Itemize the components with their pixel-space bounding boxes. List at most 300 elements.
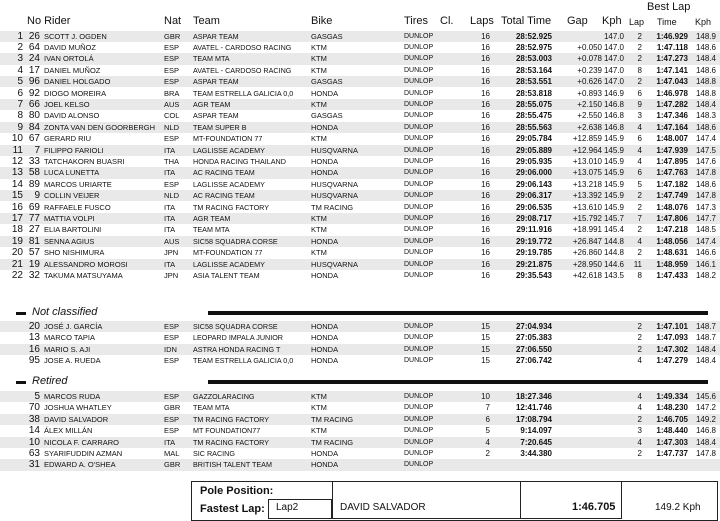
- cell-rider: JOEL KELSO: [44, 99, 90, 109]
- cell-bike: HONDA: [311, 236, 339, 246]
- table-row: [0, 213, 720, 224]
- cell-nat: ESP: [164, 134, 180, 144]
- cell-laps: 16: [481, 168, 490, 178]
- cell-bkph: 148.6: [695, 65, 716, 75]
- cell-btime: 1:47.164: [656, 122, 688, 132]
- cell-laps: 16: [481, 122, 490, 132]
- cell-btime: 1:47.806: [656, 213, 688, 223]
- header-nat: Nat: [164, 15, 182, 27]
- cell-time: 17:08.794: [515, 414, 552, 424]
- cell-bkph: 146.6: [695, 248, 716, 258]
- cell-laps: 10: [481, 392, 490, 401]
- cell-laps: 16: [481, 213, 490, 223]
- fastest-lap-time-box: [520, 481, 622, 519]
- cell-nat: ITA: [164, 437, 176, 447]
- retired-section: [8, 375, 718, 388]
- cell-laps: 16: [481, 31, 490, 41]
- cell-kph: 145.4: [603, 225, 624, 235]
- cell-time: 29:05.935: [515, 156, 552, 166]
- cell-tires: DUNLOP: [404, 415, 434, 423]
- cell-laps: 16: [481, 54, 490, 64]
- table-row: [0, 270, 720, 281]
- cell-bike: KTM: [311, 54, 327, 64]
- cell-team: TEAM SUPER B: [193, 122, 247, 132]
- cell-rider: ZONTA VAN DEN GOORBERGH: [44, 122, 155, 132]
- cell-btime: 1:47.279: [656, 356, 688, 366]
- cell-time: 29:05.889: [515, 145, 552, 155]
- cell-tires: DUNLOP: [404, 404, 434, 412]
- table-row: [0, 167, 720, 178]
- cell-nat: ITA: [164, 225, 176, 235]
- cell-rider: SHO NISHIMURA: [44, 248, 105, 258]
- cell-laps: 4: [485, 437, 490, 447]
- cell-bike: KTM: [311, 42, 327, 52]
- cell-pos: 15: [11, 190, 23, 202]
- cell-team: AC RACING TEAM: [193, 191, 255, 201]
- cell-nat: ITA: [164, 145, 176, 155]
- cell-blap: 2: [637, 202, 642, 212]
- cell-btime: 1:46.705: [656, 414, 688, 424]
- cell-bike: HONDA: [311, 88, 339, 98]
- cell-no: 95: [28, 355, 40, 367]
- cell-tires: DUNLOP: [404, 100, 434, 108]
- cell-tires: DUNLOP: [404, 323, 434, 330]
- cell-rider: ELIA BARTOLINI: [44, 225, 102, 235]
- cell-bike: HONDA: [311, 356, 339, 366]
- cell-bike: HONDA: [311, 156, 339, 166]
- table-row: [0, 448, 720, 459]
- cell-tires: DUNLOP: [404, 89, 434, 97]
- cell-tires: DUNLOP: [404, 226, 434, 234]
- cell-laps: 16: [481, 88, 490, 98]
- cell-laps: 16: [481, 111, 490, 121]
- cell-no: 80: [28, 110, 40, 122]
- cell-rider: ÁLEX MILLÁN: [44, 426, 93, 436]
- cell-laps: 16: [481, 270, 490, 280]
- cell-btime: 1:48.440: [656, 426, 688, 436]
- cell-blap: 2: [637, 225, 642, 235]
- cell-btime: 1:47.282: [656, 99, 688, 109]
- cell-team: ASIA TALENT TEAM: [193, 270, 260, 280]
- cell-time: 29:19.772: [515, 236, 552, 246]
- cell-tires: DUNLOP: [404, 334, 434, 342]
- cell-blap: 6: [637, 134, 642, 144]
- fastest-lap-speed: 149.2 Kph: [655, 502, 701, 513]
- cell-team: MT-FOUNDATION 77: [193, 134, 263, 144]
- cell-laps: 15: [481, 344, 490, 354]
- cell-blap: 8: [637, 65, 642, 75]
- cell-bike: TM RACING: [311, 414, 354, 424]
- table-row: [0, 224, 720, 235]
- cell-team: SIC58 SQUADRA CORSE: [193, 236, 278, 246]
- table-row: [0, 76, 720, 87]
- cell-team: AGR TEAM: [193, 99, 231, 109]
- cell-bkph: 148.6: [695, 122, 716, 132]
- cell-blap: 4: [637, 437, 642, 447]
- cell-nat: JPN: [164, 270, 179, 280]
- cell-bkph: 147.3: [695, 202, 716, 212]
- cell-blap: 2: [637, 344, 642, 354]
- cell-rider: DANIEL MUÑOZ: [44, 65, 101, 75]
- table-row: [0, 344, 720, 355]
- pole-position-label: Pole Position:: [200, 485, 274, 497]
- cell-bike: KTM: [311, 213, 327, 223]
- cell-rider: DAVID ALONSO: [44, 111, 100, 121]
- cell-bike: TM RACING: [311, 437, 354, 447]
- cell-team: AVATEL - CARDOSO RACING: [193, 42, 292, 52]
- cell-kph: 145.9: [603, 134, 624, 144]
- table-row: [0, 133, 720, 144]
- cell-pos: 5: [17, 76, 23, 88]
- cell-team: TM RACING FACTORY: [193, 414, 270, 424]
- cell-gap: +26.860: [572, 248, 602, 258]
- cell-laps: 5: [485, 426, 490, 436]
- cell-bkph: 146.8: [695, 426, 716, 436]
- cell-bike: KTM: [311, 65, 327, 75]
- cell-nat: GBR: [164, 31, 181, 41]
- cell-btime: 1:47.895: [656, 156, 688, 166]
- cell-pos: 1: [17, 30, 23, 42]
- cell-laps: 16: [481, 259, 490, 269]
- cell-nat: GBR: [164, 403, 181, 413]
- cell-bkph: 145.6: [695, 392, 716, 401]
- table-row: [0, 321, 720, 332]
- cell-no: 84: [28, 121, 40, 133]
- table-row: [0, 391, 720, 402]
- table-row: [0, 459, 720, 470]
- header-gap: Gap: [567, 15, 588, 27]
- cell-kph: 145.9: [603, 168, 624, 178]
- cell-tires: DUNLOP: [404, 78, 434, 86]
- cell-btime: 1:47.433: [656, 270, 688, 280]
- not-classified-section: [8, 306, 718, 319]
- cell-time: 29:21.875: [515, 259, 552, 269]
- cell-laps: 16: [481, 248, 490, 258]
- cell-bike: HUSQVARNA: [311, 259, 358, 269]
- cell-kph: 147.0: [603, 31, 624, 41]
- cell-tires: DUNLOP: [404, 345, 434, 353]
- cell-blap: 2: [637, 77, 642, 87]
- cell-bkph: 147.7: [695, 213, 716, 223]
- cell-bike: HUSQVARNA: [311, 145, 358, 155]
- cell-time: 28:52.925: [515, 31, 552, 41]
- cell-kph: 146.8: [603, 122, 624, 132]
- cell-nat: AUS: [164, 99, 180, 109]
- cell-gap: +13.610: [572, 202, 602, 212]
- cell-bike: HUSQVARNA: [311, 179, 358, 189]
- cell-pos: 18: [11, 224, 23, 236]
- table-row: [0, 332, 720, 343]
- table-row: [0, 31, 720, 42]
- cell-team: TEAM MTA: [193, 54, 230, 64]
- cell-team: TEAM MTA: [193, 225, 230, 235]
- cell-time: 29:19.785: [515, 248, 552, 258]
- table-row: [0, 42, 720, 53]
- cell-no: 67: [28, 133, 40, 145]
- cell-blap: 4: [637, 145, 642, 155]
- header-bike: Bike: [311, 15, 333, 27]
- header-best-lap-lap: Lap: [629, 17, 645, 27]
- cell-btime: 1:46.978: [656, 88, 688, 98]
- cell-blap: 11: [633, 259, 642, 269]
- cell-bike: KTM: [311, 225, 327, 235]
- cell-no: 77: [28, 212, 40, 224]
- cell-nat: ESP: [164, 356, 180, 366]
- cell-no: 27: [28, 224, 40, 236]
- cell-rider: MARCOS RUDA: [44, 392, 101, 401]
- cell-tires: DUNLOP: [404, 135, 434, 143]
- cell-rider: ALESSANDRO MOROSI: [44, 259, 128, 269]
- cell-bike: TM RACING: [311, 202, 354, 212]
- cell-nat: COL: [164, 111, 180, 121]
- cell-laps: 16: [481, 236, 490, 246]
- cell-btime: 1:47.737: [656, 449, 688, 458]
- table-row: [0, 156, 720, 167]
- cell-kph: 147.0: [603, 54, 624, 64]
- cell-gap: +13.075: [572, 168, 602, 178]
- header-best-lap-kph: Kph: [695, 17, 712, 27]
- cell-bike: KTM: [311, 248, 327, 258]
- cell-time: 18:27.346: [515, 392, 552, 401]
- cell-bkph: 148.5: [695, 225, 716, 235]
- cell-rider: SYARIFUDDIN AZMAN: [44, 449, 123, 458]
- cell-time: 27:04.934: [515, 322, 552, 331]
- cell-kph: 145.9: [603, 179, 624, 189]
- cell-kph: 144.8: [603, 236, 624, 246]
- cell-nat: ESP: [164, 179, 180, 189]
- table-row: [0, 53, 720, 64]
- cell-btime: 1:48.959: [656, 259, 688, 269]
- cell-tires: DUNLOP: [404, 32, 434, 40]
- cell-bike: GASGAS: [311, 31, 343, 41]
- cell-blap: 4: [637, 156, 642, 166]
- cell-no: 63: [28, 448, 40, 459]
- cell-laps: 15: [481, 322, 490, 331]
- cell-laps: 6: [485, 414, 490, 424]
- cell-bike: GASGAS: [311, 111, 343, 121]
- cell-team: BRITISH TALENT TEAM: [193, 460, 272, 470]
- cell-btime: 1:47.763: [656, 168, 688, 178]
- cell-blap: 2: [637, 449, 642, 458]
- cell-btime: 1:47.303: [656, 437, 688, 447]
- cell-pos: 4: [17, 64, 23, 76]
- cell-no: 57: [28, 247, 40, 259]
- cell-rider: TATCHAKORN BUASRI: [44, 156, 125, 166]
- cell-tires: DUNLOP: [404, 203, 434, 211]
- cell-laps: 16: [481, 134, 490, 144]
- cell-blap: 2: [637, 31, 642, 41]
- cell-pos: 7: [17, 98, 23, 110]
- table-row: [0, 88, 720, 99]
- cell-time: 27:05.383: [515, 333, 552, 343]
- cell-btime: 1:47.302: [656, 344, 688, 354]
- table-row: [0, 190, 720, 201]
- cell-time: 27:06.550: [515, 344, 552, 354]
- table-row: [0, 247, 720, 258]
- cell-bkph: 148.9: [695, 31, 716, 41]
- cell-nat: BRA: [164, 88, 180, 98]
- cell-blap: 4: [637, 236, 642, 246]
- cell-gap: +2.550: [577, 111, 602, 121]
- cell-laps: 16: [481, 156, 490, 166]
- cell-tires: DUNLOP: [404, 157, 434, 165]
- cell-bkph: 147.8: [695, 168, 716, 178]
- cell-btime: 1:48.007: [656, 134, 688, 144]
- cell-kph: 143.5: [603, 270, 624, 280]
- cell-bkph: 146.1: [695, 259, 716, 269]
- cell-blap: 2: [637, 414, 642, 424]
- cell-no: 9: [34, 190, 40, 202]
- table-row: [0, 99, 720, 110]
- cell-no: 33: [28, 155, 40, 167]
- cell-blap: 6: [637, 88, 642, 98]
- cell-time: 29:06.143: [515, 179, 552, 189]
- cell-btime: 1:47.101: [656, 322, 688, 331]
- fastest-lap-time: 1:46.705: [572, 501, 616, 513]
- cell-no: 81: [28, 235, 40, 247]
- cell-blap: 5: [637, 179, 642, 189]
- cell-kph: 147.0: [603, 77, 624, 87]
- cell-time: 28:55.075: [515, 99, 552, 109]
- cell-rider: DAVID MUÑOZ: [44, 42, 96, 52]
- cell-time: 29:06.000: [515, 168, 552, 178]
- cell-nat: MAL: [164, 449, 180, 458]
- cell-kph: 146.8: [603, 111, 624, 121]
- cell-blap: 3: [637, 426, 642, 436]
- cell-rider: DAVID SALVADOR: [44, 414, 109, 424]
- table-row: [0, 402, 720, 413]
- cell-nat: JPN: [164, 248, 179, 258]
- cell-bkph: 148.4: [695, 437, 716, 447]
- fastest-lap-number: Lap2: [276, 502, 299, 513]
- cell-blap: 9: [637, 99, 642, 109]
- cell-time: 29:08.717: [515, 213, 552, 223]
- cell-gap: +0.239: [577, 65, 602, 75]
- cell-laps: 16: [481, 225, 490, 235]
- cell-team: TEAM ESTRELLA GALICIA 0,0: [193, 356, 294, 366]
- cell-time: 29:35.543: [515, 270, 552, 280]
- cell-btime: 1:47.093: [656, 333, 688, 343]
- cell-pos: 6: [17, 87, 23, 99]
- cell-team: MT FOUNDATION77: [193, 426, 261, 436]
- cell-laps: 16: [481, 145, 490, 155]
- cell-rider: COLLIN VEIJER: [44, 191, 100, 201]
- cell-bkph: 147.5: [695, 145, 716, 155]
- cell-laps: 16: [481, 65, 490, 75]
- cell-kph: 145.9: [603, 202, 624, 212]
- cell-laps: 7: [485, 403, 490, 413]
- cell-no: 20: [28, 321, 40, 332]
- cell-bike: HONDA: [311, 168, 339, 178]
- cell-no: 17: [28, 64, 40, 76]
- cell-time: 28:53.818: [515, 88, 552, 98]
- table-row: [0, 259, 720, 270]
- cell-bike: KTM: [311, 99, 327, 109]
- cell-pos: 13: [11, 167, 23, 179]
- cell-team: ASTRA HONDA RACING T: [193, 344, 281, 354]
- cell-bkph: 149.2: [695, 414, 716, 424]
- cell-tires: DUNLOP: [404, 438, 434, 446]
- cell-time: 29:06.317: [515, 191, 552, 201]
- cell-pos: 12: [11, 155, 23, 167]
- cell-team: LAGLISSE ACADEMY: [193, 259, 265, 269]
- table-row: [0, 202, 720, 213]
- cell-bkph: 148.8: [695, 77, 716, 87]
- cell-bkph: 148.8: [695, 88, 716, 98]
- cell-kph: 144.6: [603, 259, 624, 269]
- cell-kph: 145.9: [603, 191, 624, 201]
- cell-team: HONDA RACING THAILAND: [193, 156, 286, 166]
- cell-btime: 1:48.056: [656, 236, 688, 246]
- cell-kph: 146.8: [603, 99, 624, 109]
- cell-laps: 16: [481, 77, 490, 87]
- cell-team: SIC58 SQUADRA CORSE: [193, 322, 278, 331]
- table-row: [0, 355, 720, 366]
- cell-rider: MATTIA VOLPI: [44, 213, 95, 223]
- cell-rider: SCOTT J. OGDEN: [44, 31, 107, 41]
- cell-time: 28:55.563: [515, 122, 552, 132]
- cell-nat: ESP: [164, 414, 180, 424]
- cell-team: GAZZOLARACING: [193, 392, 255, 401]
- cell-btime: 1:48.230: [656, 403, 688, 413]
- cell-nat: NLD: [164, 191, 180, 201]
- cell-time: 28:53.164: [515, 65, 552, 75]
- cell-btime: 1:48.076: [656, 202, 688, 212]
- cell-rider: MARIO S. AJI: [44, 344, 91, 354]
- cell-tires: DUNLOP: [404, 427, 434, 435]
- cell-bike: HONDA: [311, 333, 339, 343]
- cell-pos: 3: [17, 53, 23, 65]
- cell-team: ASPAR TEAM: [193, 111, 239, 121]
- cell-blap: 2: [637, 191, 642, 201]
- cell-blap: 2: [637, 248, 642, 258]
- cell-rider: LUCA LUNETTA: [44, 168, 100, 178]
- cell-team: ASPAR TEAM: [193, 77, 239, 87]
- cell-no: 26: [28, 30, 40, 42]
- cell-tires: DUNLOP: [404, 180, 434, 188]
- cell-bkph: 148.7: [695, 333, 716, 343]
- cell-nat: ESP: [164, 42, 180, 52]
- cell-bike: HONDA: [311, 270, 339, 280]
- cell-tires: DUNLOP: [404, 123, 434, 131]
- cell-pos: 21: [11, 258, 23, 270]
- cell-blap: 6: [637, 168, 642, 178]
- cell-bkph: 147.8: [695, 449, 716, 458]
- table-row: [0, 437, 720, 448]
- cell-pos: 14: [11, 178, 23, 190]
- cell-rider: JOSHUA WHATLEY: [44, 403, 112, 413]
- cell-nat: ESP: [164, 54, 180, 64]
- cell-tires: DUNLOP: [404, 393, 434, 400]
- cell-btime: 1:47.043: [656, 77, 688, 87]
- cell-btime: 1:49.334: [656, 392, 688, 401]
- cell-gap: +26.847: [572, 236, 602, 246]
- cell-gap: +13.010: [572, 156, 602, 166]
- cell-nat: ITA: [164, 202, 176, 212]
- cell-pos: 19: [11, 235, 23, 247]
- cell-nat: ESP: [164, 77, 180, 87]
- cell-pos: 10: [11, 133, 23, 145]
- fastest-lap-rider-box: [332, 481, 522, 519]
- cell-nat: ESP: [164, 392, 180, 401]
- table-row: [0, 425, 720, 436]
- cell-no: 16: [28, 343, 40, 355]
- cell-no: 92: [28, 87, 40, 99]
- cell-gap: +13.392: [572, 191, 602, 201]
- cell-no: 96: [28, 76, 40, 88]
- cell-gap: +0.893: [577, 88, 602, 98]
- cell-team: ASPAR TEAM: [193, 31, 239, 41]
